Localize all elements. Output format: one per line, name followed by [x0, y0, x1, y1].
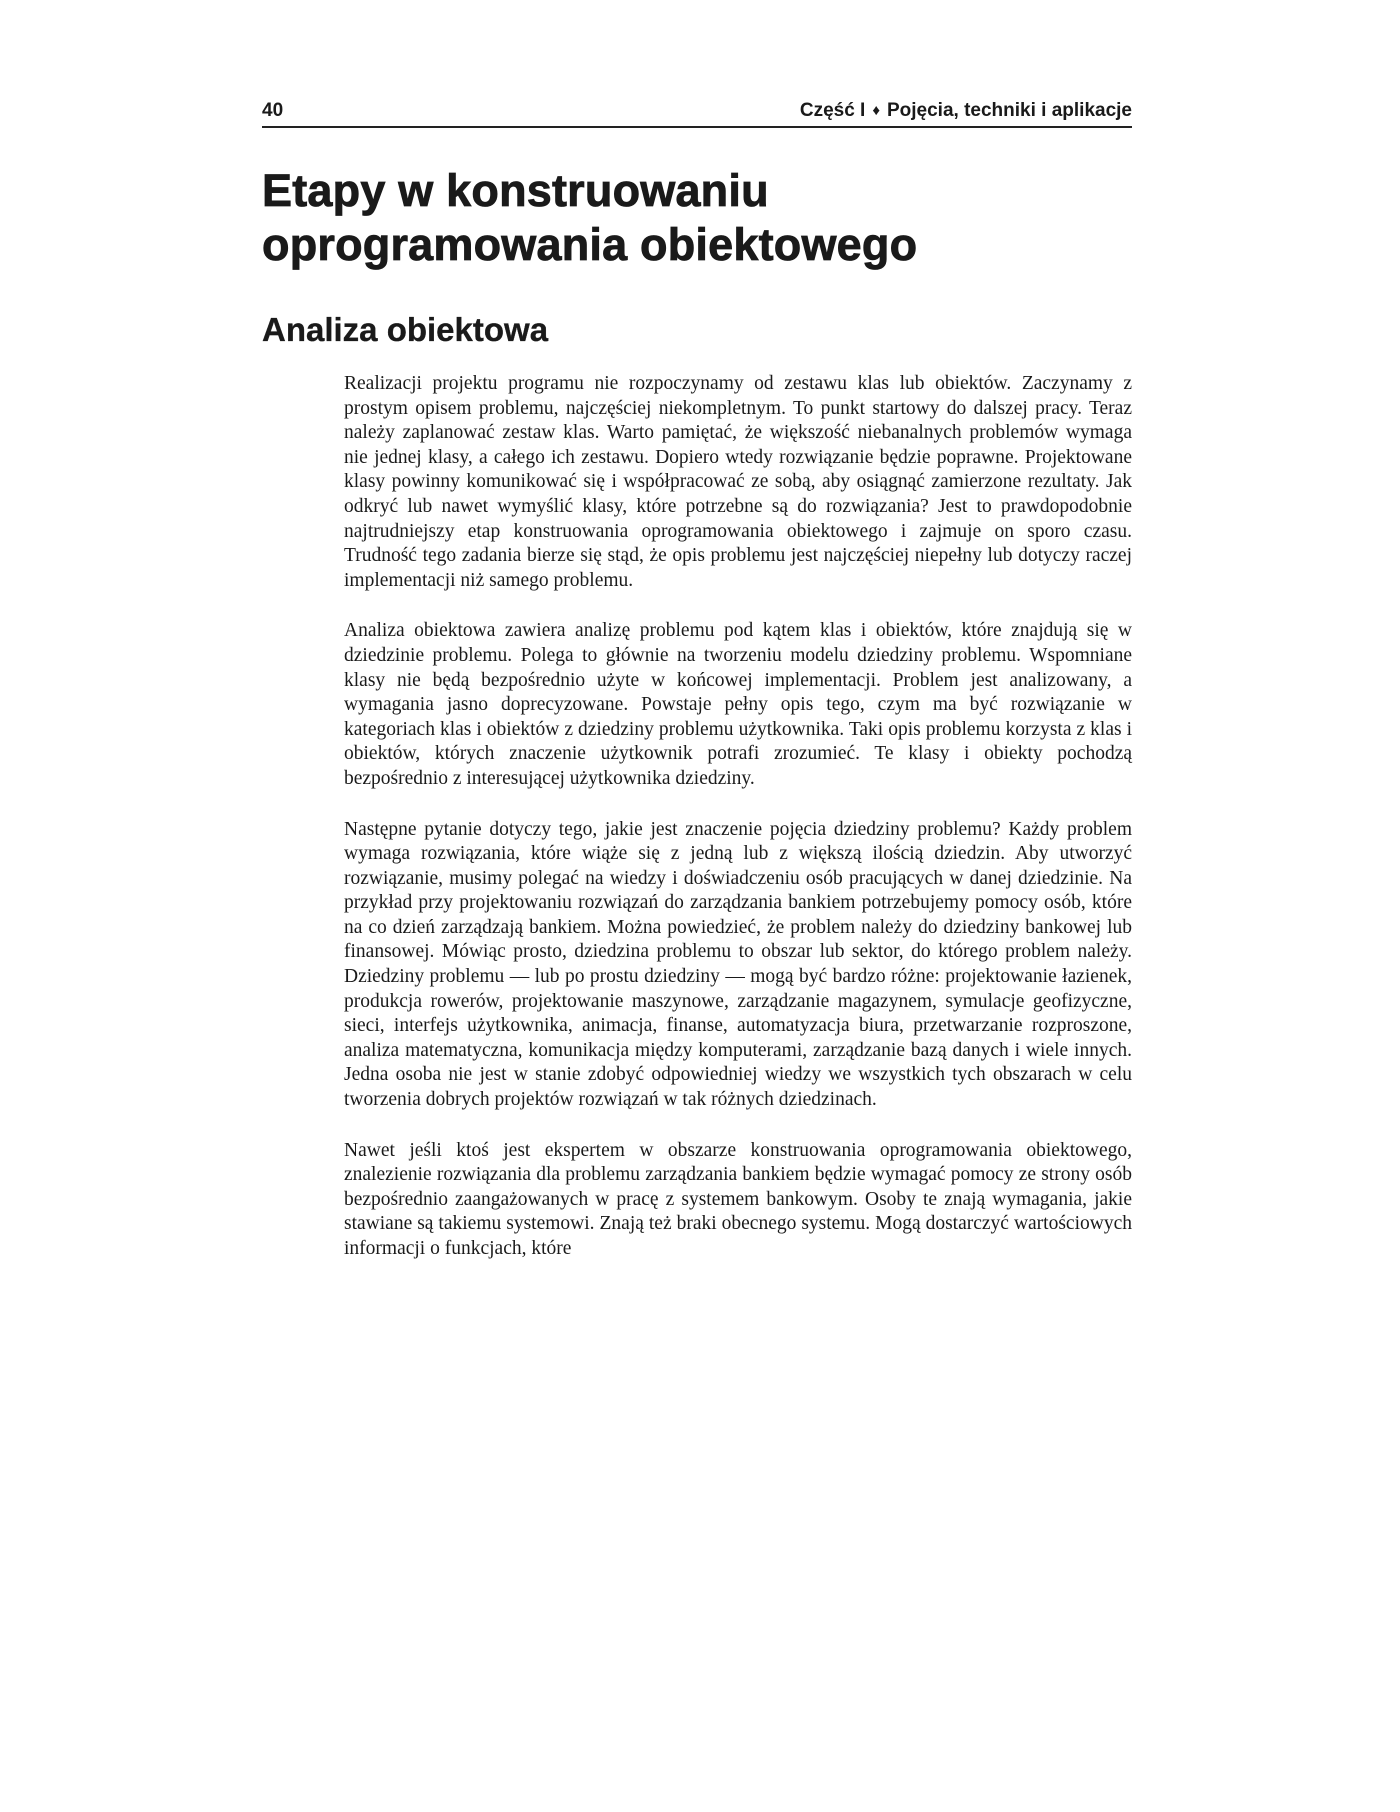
page-number: 40 — [262, 100, 284, 121]
running-header — [262, 96, 1132, 128]
chapter-title-line-1: Etapy w konstruowaniu — [262, 165, 769, 216]
paragraph-1: Realizacji projektu programu nie rozpoczynamy od zestawu klas lub obiektów. Zaczynamy z prostym opisem problemu, najczęściej niekompletnym. To punkt startowy do dalszej pracy. Teraz należy zaplanować zestaw klas. Warto pamiętać, że większość niebanalnych problemów wymaga nie jednej klasy, a całego ich zestawu. Dopiero wtedy rozwiązanie będzie poprawne. Projektowane klasy powinny komunikować się i współpracować ze sobą, aby osiągnąć zamierzone rezultaty. Jak odkryć lub nawet wymyślić klasy, które potrzebne są do rozwiązania? Jest to prawdopodobnie najtrudniejszy etap konstruowania oprogramowania obiektowego i zajmuje on sporo czasu. Trudność tego zadania bierze się stąd, że opis problemu jest najczęściej niepełny lub dotyczy raczej implementacji niż samego problemu. — [344, 373, 1132, 591]
body-text — [344, 372, 1132, 1288]
part-reference — [800, 96, 1132, 126]
chapter-title — [262, 164, 1162, 272]
diamond-separator-icon: ♦ — [872, 102, 880, 119]
paragraph-3: Następne pytanie dotyczy tego, jakie jest znaczenie pojęcia dziedziny problemu? Każdy problem wymaga rozwiązania, które wiąże się z jedną lub z większą ilością dziedzin. Aby utworzyć rozwiązanie, musimy polegać na wiedzy i doświadczeniu osób pracujących w danej dziedzinie. Na przykład przy projektowaniu rozwiązań do zarządzania bankiem potrzebujemy pomocy osób, które na co dzień zarządzają bankiem. Można powiedzieć, że problem należy do dziedziny bankowej lub finansowej. Mówiąc prosto, dziedzina problemu to obszar lub sektor, do którego problem należy. Dziedziny problemu — lub po prostu dziedziny — mogą być bardzo różne: projektowanie łazienek, produkcja rowerów, projektowanie maszynowe, zarządzanie magazynem, symulacje geofizyczne, sieci, interfejs użytkownika, animacja, finanse, automatyzacja biura, przetwarzanie rozproszone, analiza matematyczna, komunikacja między komputerami, zarządzanie bazą danych i wiele innych. Jedna osoba nie jest w stanie zdobyć odpowiedniej wiedzy we wszystkich tych obszarach w celu tworzenia dobrych projektów rozwiązań w tak różnych dziedzinach. — [344, 818, 1132, 1111]
part-label: Część I — [799, 100, 866, 121]
paragraph-2: Analiza obiektowa zawiera analizę problemu pod kątem klas i obiektów, które znajdują się w dziedzinie problemu. Polega to głównie na tworzeniu modelu dziedziny problemu. Wspomniane klasy nie będą bezpośrednio użyte w końcowej implementacji. Problem jest analizowany, a wymagania jasno doprecyzowane. Powstaje pełny opis tego, czym ma być rozwiązanie w kategoriach klas i obiektów z dziedziny problemu użytkownika. Taki opis problemu korzysta z klas i obiektów, których znaczenie użytkownik potrafi zrozumieć. Te klasy i obiekty pochodzą bezpośrednio z interesującej użytkownika dziedziny. — [344, 620, 1132, 789]
section-title: Analiza obiektowa — [262, 311, 549, 348]
chapter-title-line-2: oprogramowania obiektowego — [262, 219, 918, 270]
paragraph-4: Nawet jeśli ktoś jest ekspertem w obszarze konstruowania oprogramowania obiektowego, znalezienie rozwiązania dla problemu zarządzania bankiem będzie wymagać pomocy ze strony osób bezpośrednio zaangażowanych w pracę z systemem bankowym. Osoby te znają wymagania, jakie stawiane są takiemu systemowi. Znają też braki obecnego systemu. Mogą dostarczyć wartościowych informacji o funkcjach, które — [344, 1139, 1132, 1259]
part-title: Pojęcia, techniki i aplikacje — [886, 100, 1132, 121]
